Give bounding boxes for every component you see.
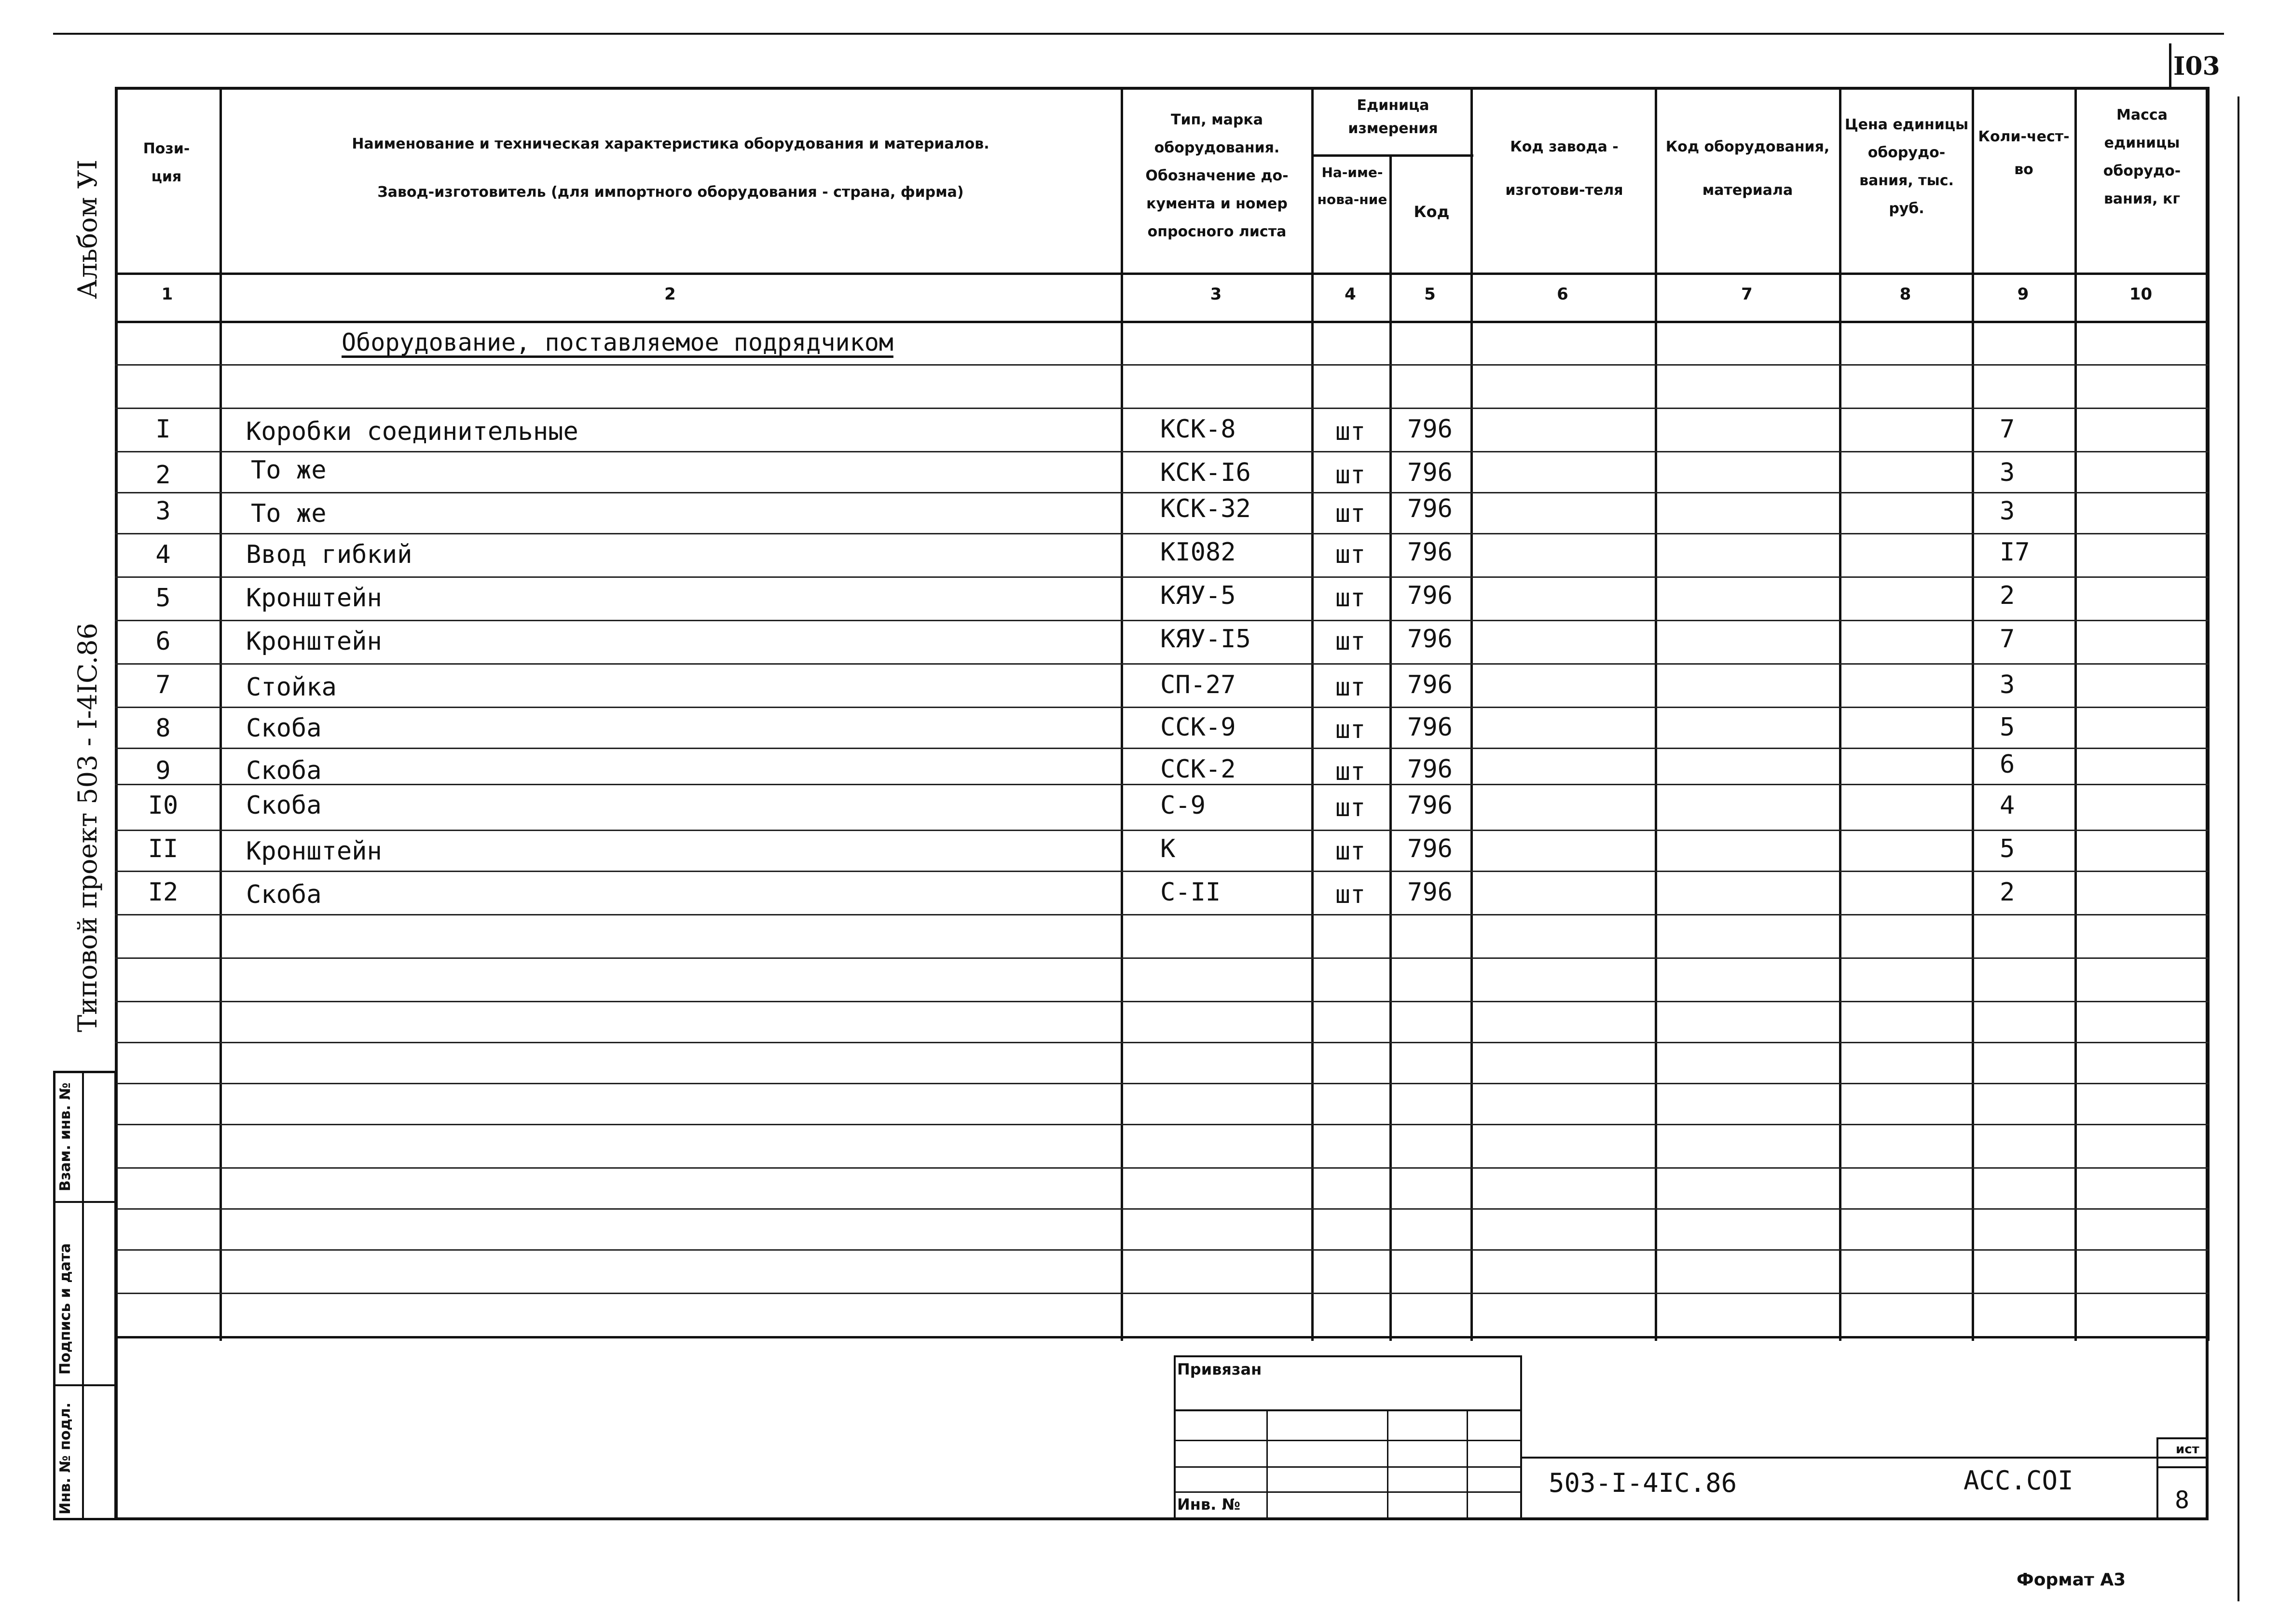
row-7-code: 796: [1407, 670, 1453, 699]
doc-number: 503-I-4IC.86: [1549, 1468, 1737, 1498]
col-num-6: 6: [1557, 285, 1568, 304]
col-num-1: 1: [161, 285, 173, 304]
header-name-line1: Наименование и техническая характеристика оборудования и материалов.: [352, 136, 989, 152]
row-10-type: С-9: [1160, 791, 1206, 820]
row-2-qty: 3: [2000, 458, 2015, 487]
row-6-unit: шт: [1335, 627, 1366, 656]
row-3-code: 796: [1407, 494, 1453, 523]
row-9-code: 796: [1407, 755, 1453, 784]
col-num-9: 9: [2017, 285, 2029, 304]
row-6-type: КЯУ-I5: [1160, 625, 1251, 654]
col-num-7: 7: [1741, 285, 1753, 304]
row-5-name: Кронштейн: [246, 584, 382, 613]
row-12-qty: 2: [2000, 878, 2015, 907]
row-10-pos: I0: [148, 791, 178, 820]
row-1-type: КСК-8: [1160, 415, 1236, 444]
row-4-code: 796: [1407, 538, 1453, 567]
header-position: Пози-ция: [143, 140, 190, 185]
col-num-2: 2: [664, 285, 676, 304]
section-title: Оборудование, поставляемое подрядчиком: [342, 328, 893, 356]
row-7-type: СП-27: [1160, 670, 1236, 699]
sheet-label: ист: [2176, 1442, 2199, 1457]
row-12-pos: I2: [148, 878, 178, 907]
row-8-code: 796: [1407, 713, 1453, 742]
row-9-type: ССК-2: [1160, 755, 1236, 784]
col-num-3: 3: [1210, 285, 1222, 304]
row-7-unit: шт: [1335, 673, 1366, 702]
row-3-type: КСК-32: [1160, 494, 1251, 523]
row-1-code: 796: [1407, 415, 1453, 444]
row-1-unit: шт: [1335, 417, 1366, 446]
row-2-pos: 2: [155, 461, 171, 490]
row-7-qty: 3: [2000, 670, 2015, 699]
header-unit-group: Единица измерения: [1348, 97, 1438, 137]
header-equipment-code: Код оборудования, материала: [1665, 138, 1830, 199]
row-4-pos: 4: [155, 540, 171, 569]
row-9-pos: 9: [155, 756, 171, 785]
album-label: Альбом УI: [72, 159, 103, 299]
col-num-4: 4: [1345, 285, 1356, 304]
row-5-code: 796: [1407, 581, 1453, 610]
inv-label: Инв. №: [1177, 1495, 1240, 1514]
project-label: Типовой проект 503 - I-4IC.86: [72, 623, 103, 1032]
header-mass: Масса единицы оборудо-вания, кг: [2103, 107, 2181, 207]
col-num-5: 5: [1424, 285, 1436, 304]
col-num-10: 10: [2129, 285, 2153, 304]
row-2-code: 796: [1407, 458, 1453, 487]
row-10-qty: 4: [2000, 791, 2015, 820]
row-3-qty: 3: [2000, 497, 2015, 526]
row-8-qty: 5: [2000, 713, 2015, 742]
row-9-name: Скоба: [246, 756, 322, 785]
corner-page-number: I03: [2173, 52, 2220, 81]
row-3-name: То же: [251, 499, 327, 528]
header-type: Тип, марка оборудования. Обозначение до-кумента и номер опросного листа: [1145, 111, 1289, 240]
row-4-name: Ввод гибкий: [246, 540, 412, 569]
row-11-pos: II: [148, 834, 178, 863]
row-2-name: То же: [251, 456, 327, 485]
row-11-name: Кронштейн: [246, 837, 382, 866]
row-8-name: Скоба: [246, 714, 322, 743]
row-12-name: Скоба: [246, 880, 322, 909]
row-8-type: ССК-9: [1160, 713, 1236, 742]
col-num-8: 8: [1899, 285, 1911, 304]
row-6-name: Кронштейн: [246, 627, 382, 656]
row-7-name: Стойка: [246, 673, 337, 702]
row-3-unit: шт: [1335, 499, 1366, 528]
format-label: Формат А3: [2017, 1570, 2126, 1590]
row-6-pos: 6: [155, 627, 171, 656]
row-5-pos: 5: [155, 584, 171, 613]
row-10-code: 796: [1407, 791, 1453, 820]
stamp-label-inventory: Инв. № подл.: [57, 1402, 74, 1515]
row-11-unit: шт: [1335, 837, 1366, 866]
row-5-unit: шт: [1335, 584, 1366, 613]
sheet-number: 8: [2175, 1486, 2190, 1514]
row-2-unit: шт: [1335, 461, 1366, 490]
row-1-pos: I: [155, 415, 171, 444]
row-3-pos: 3: [155, 497, 171, 526]
row-11-type: К: [1160, 834, 1176, 863]
row-12-type: С-II: [1160, 878, 1221, 907]
row-10-name: Скоба: [246, 791, 322, 820]
row-11-code: 796: [1407, 834, 1453, 863]
row-4-unit: шт: [1335, 540, 1366, 569]
doc-code: АСС.СОI: [1963, 1465, 2073, 1496]
row-7-pos: 7: [155, 670, 171, 699]
row-5-type: КЯУ-5: [1160, 581, 1236, 610]
row-2-type: КСК-I6: [1160, 458, 1251, 487]
row-1-qty: 7: [2000, 415, 2015, 444]
row-9-qty: 6: [2000, 750, 2015, 779]
row-5-qty: 2: [2000, 581, 2015, 610]
row-4-qty: I7: [2000, 538, 2030, 567]
row-11-qty: 5: [2000, 834, 2015, 863]
row-8-unit: шт: [1335, 715, 1366, 744]
stamp-label-signature: Подпись и дата: [57, 1243, 74, 1375]
row-10-unit: шт: [1335, 793, 1366, 822]
row-6-qty: 7: [2000, 625, 2015, 654]
header-quantity: Коли-чест-во: [1978, 128, 2070, 178]
attached-label: Привязан: [1177, 1360, 1262, 1378]
stamp-label-replaced: Взам. инв. №: [57, 1082, 74, 1191]
row-12-unit: шт: [1335, 880, 1366, 909]
row-9-unit: шт: [1335, 757, 1366, 786]
header-price: Цена единицы оборудо-вания, тыс. руб.: [1844, 116, 1969, 217]
header-unit-name: На-име-нова-ние: [1317, 164, 1387, 207]
header-unit-code: Код: [1414, 203, 1450, 221]
header-name-line2: Завод-изготовитель (для импортного оборудования - страна, фирма): [377, 184, 964, 201]
row-4-type: КI082: [1160, 538, 1236, 567]
row-12-code: 796: [1407, 878, 1453, 907]
row-6-code: 796: [1407, 625, 1453, 654]
row-1-name: Коробки соединительные: [246, 417, 578, 446]
row-8-pos: 8: [155, 714, 171, 743]
header-factory-code: Код завода - изготови-теля: [1505, 138, 1623, 199]
